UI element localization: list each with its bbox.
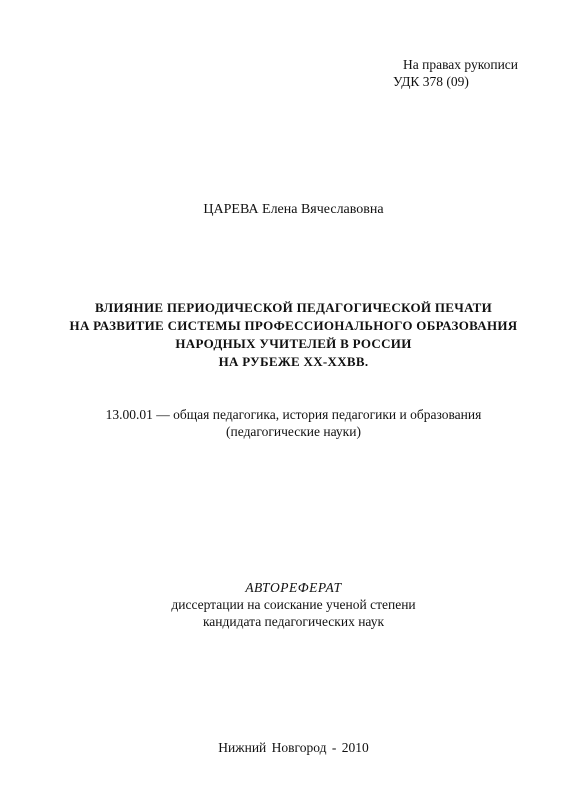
title-line-2: НА РАЗВИТИЕ СИСТЕМЫ ПРОФЕССИОНАЛЬНОГО ОБРАЗОВАНИЯ — [69, 318, 518, 333]
specialty-block — [0, 406, 587, 440]
abstract-heading: АВТОРЕФЕРАТ — [245, 580, 342, 595]
title-line-3: НАРОДНЫХ УЧИТЕЛЕЙ В РОССИИ — [175, 336, 412, 351]
abstract-line-1: диссертации на соискание ученой степени — [171, 597, 416, 612]
rights-note: На правах рукописи — [403, 57, 519, 72]
author-name: ЦАРЕВА Елена Вячеславовна — [203, 202, 384, 217]
abstract-block — [0, 579, 587, 630]
abstract-line-2: кандидата педагогических наук — [202, 614, 385, 629]
title-line-1: ВЛИЯНИЕ ПЕРИОДИЧЕСКОЙ ПЕДАГОГИЧЕСКОЙ ПЕЧАТИ — [94, 300, 493, 315]
title-line-4: НА РУБЕЖЕ ХХ-ХХВВ. — [218, 354, 369, 369]
dissertation-title — [0, 299, 587, 371]
specialty-code-line: 13.00.01 — общая педагогика, история педагогики и образования — [105, 407, 482, 422]
manuscript-header — [393, 56, 518, 90]
specialty-field-line: (педагогические науки) — [226, 424, 361, 439]
udc-code: УДК 378 (09) — [393, 74, 469, 89]
place-and-year: Нижний Новгород - 2010 — [218, 740, 369, 755]
